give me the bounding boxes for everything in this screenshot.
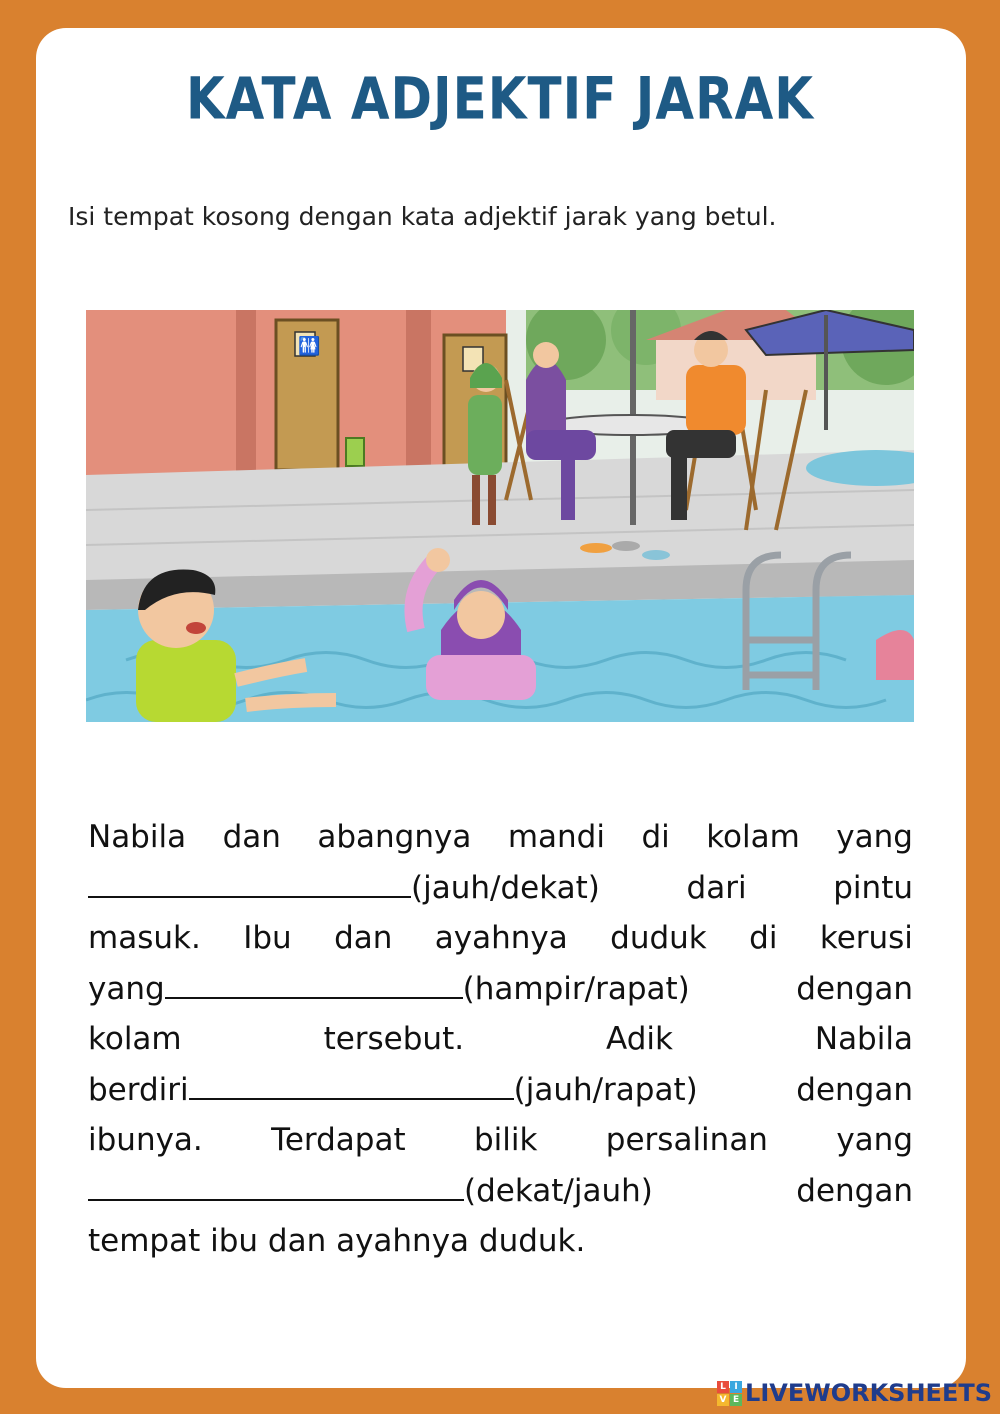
word: ibunya. — [88, 1122, 203, 1158]
logo-letter: I — [730, 1381, 742, 1393]
passage-line-3 — [88, 913, 913, 964]
answer-blank-3[interactable] — [189, 1066, 514, 1100]
instruction-text: Isi tempat kosong dengan kata adjektif jarak yang betul. — [68, 202, 777, 231]
word: yang — [88, 970, 165, 1007]
word: Adik — [606, 1021, 673, 1057]
word: kerusi — [819, 920, 913, 956]
blank-group-1 — [88, 863, 600, 914]
word: abangnya — [317, 819, 472, 855]
word: berdiri — [88, 1071, 189, 1108]
word: persalinan — [605, 1122, 768, 1158]
answer-blank-1[interactable] — [88, 864, 411, 898]
passage-line-6 — [88, 1065, 913, 1116]
hint-jauh-rapat: (jauh/rapat) — [513, 1071, 698, 1108]
brand-name: LIVEWORKSHEETS — [745, 1379, 992, 1407]
word: duduk — [610, 920, 707, 956]
page-title: KATA ADJEKTIF JARAK — [185, 65, 815, 133]
word: yang — [836, 1122, 913, 1158]
logo-letter: V — [717, 1394, 729, 1406]
word: masuk. — [88, 920, 201, 956]
blank-group-4 — [88, 1166, 653, 1217]
answer-blank-2[interactable] — [165, 965, 463, 999]
word: Nabila — [814, 1021, 913, 1057]
hint-hampir-rapat: (hampir/rapat) — [462, 970, 690, 1007]
passage-line-1 — [88, 812, 913, 863]
answer-blank-4[interactable] — [88, 1167, 464, 1201]
word: di — [749, 920, 778, 956]
svg-text:🚻: 🚻 — [298, 336, 321, 357]
passage-line-9 — [88, 1216, 913, 1267]
passage-line-8 — [88, 1166, 913, 1217]
logo-letter: L — [717, 1381, 729, 1393]
word: dengan — [796, 1172, 913, 1209]
word: bilik — [473, 1122, 538, 1158]
word: dari — [686, 869, 747, 906]
word: dan — [334, 920, 393, 956]
word: yang — [836, 819, 913, 855]
word: dan — [222, 819, 281, 855]
passage-line-7 — [88, 1115, 913, 1166]
word: kolam — [88, 1021, 182, 1057]
word: di — [641, 819, 670, 855]
passage-line-2 — [88, 863, 913, 914]
word: pintu — [833, 869, 913, 906]
word: dengan — [796, 1071, 913, 1108]
blank-group-2 — [88, 964, 690, 1015]
pool-scene-illustration — [86, 310, 914, 722]
liveworksheets-branding — [717, 1378, 992, 1408]
passage-line-5 — [88, 1014, 913, 1065]
word: mandi — [507, 819, 605, 855]
fill-in-passage — [88, 812, 913, 1267]
blank-group-3 — [88, 1065, 698, 1116]
word: Terdapat — [271, 1122, 406, 1158]
hint-jauh-dekat: (jauh/dekat) — [411, 869, 600, 906]
word: kolam — [706, 819, 800, 855]
passage-ending: tempat ibu dan ayahnya duduk. — [88, 1223, 586, 1259]
liveworksheets-logo-icon — [717, 1381, 742, 1406]
hint-dekat-jauh: (dekat/jauh) — [464, 1172, 653, 1209]
word: Nabila — [88, 819, 187, 855]
passage-line-4 — [88, 964, 913, 1015]
word: Ibu — [243, 920, 292, 956]
word: dengan — [796, 970, 913, 1007]
word: tersebut. — [323, 1021, 465, 1057]
logo-letter: E — [730, 1394, 742, 1406]
word: ayahnya — [434, 920, 568, 956]
